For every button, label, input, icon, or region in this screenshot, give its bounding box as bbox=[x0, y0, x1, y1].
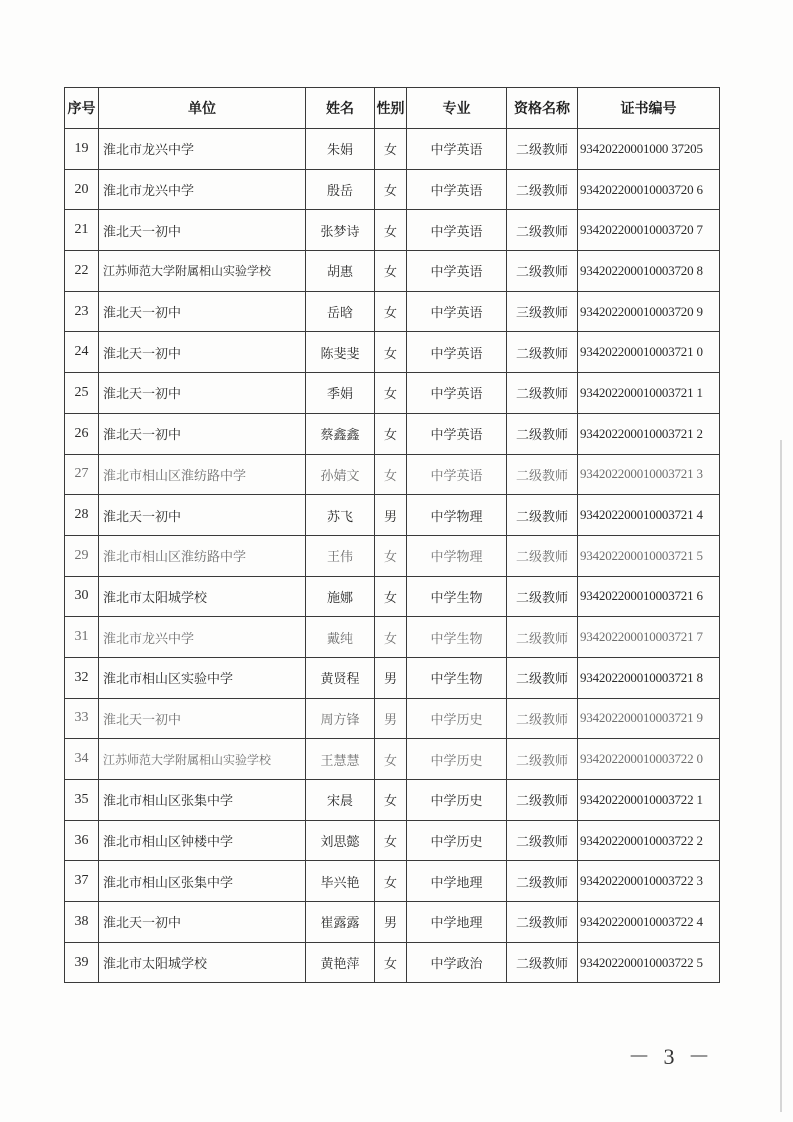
cell-gender: 女 bbox=[375, 251, 407, 292]
cell-qualification: 二级教师 bbox=[507, 861, 578, 902]
cell-subject: 中学物理 bbox=[407, 495, 507, 536]
table-header-row bbox=[65, 88, 720, 129]
cell-subject: 中学英语 bbox=[407, 169, 507, 210]
cell-unit: 江苏师范大学附属相山实验学校 bbox=[99, 739, 306, 780]
cell-unit: 淮北市龙兴中学 bbox=[99, 129, 306, 170]
cell-name: 苏飞 bbox=[306, 495, 375, 536]
cell-gender: 女 bbox=[375, 942, 407, 983]
table-row bbox=[65, 373, 720, 414]
cell-subject: 中学英语 bbox=[407, 332, 507, 373]
table-row bbox=[65, 820, 720, 861]
cell-unit: 淮北市太阳城学校 bbox=[99, 942, 306, 983]
cell-certificate: 934202200010003722 2 bbox=[578, 820, 720, 861]
cell-no: 34 bbox=[65, 739, 99, 780]
cell-name: 宋晨 bbox=[306, 780, 375, 821]
cell-name: 王慧慧 bbox=[306, 739, 375, 780]
table-row bbox=[65, 576, 720, 617]
cell-name: 岳晗 bbox=[306, 291, 375, 332]
cell-unit: 淮北天一初中 bbox=[99, 210, 306, 251]
cell-certificate: 934202200010003721 2 bbox=[578, 413, 720, 454]
cell-gender: 男 bbox=[375, 495, 407, 536]
cell-no: 39 bbox=[65, 942, 99, 983]
cell-gender: 女 bbox=[375, 780, 407, 821]
cell-qualification: 二级教师 bbox=[507, 657, 578, 698]
cell-unit: 淮北市相山区钟楼中学 bbox=[99, 820, 306, 861]
teacher-roster-table bbox=[64, 87, 720, 983]
cell-unit: 淮北天一初中 bbox=[99, 291, 306, 332]
table-row bbox=[65, 495, 720, 536]
cell-name: 黄贤程 bbox=[306, 657, 375, 698]
cell-qualification: 二级教师 bbox=[507, 739, 578, 780]
cell-certificate: 934202200010003721 5 bbox=[578, 535, 720, 576]
cell-no: 36 bbox=[65, 820, 99, 861]
cell-qualification: 二级教师 bbox=[507, 454, 578, 495]
cell-no: 37 bbox=[65, 861, 99, 902]
cell-gender: 男 bbox=[375, 902, 407, 943]
cell-name: 戴纯 bbox=[306, 617, 375, 658]
cell-subject: 中学生物 bbox=[407, 657, 507, 698]
cell-unit: 淮北市相山区淮纺路中学 bbox=[99, 454, 306, 495]
cell-qualification: 二级教师 bbox=[507, 698, 578, 739]
cell-qualification: 三级教师 bbox=[507, 291, 578, 332]
cell-subject: 中学英语 bbox=[407, 454, 507, 495]
cell-gender: 女 bbox=[375, 576, 407, 617]
cell-no: 35 bbox=[65, 780, 99, 821]
header-subject: 专业 bbox=[407, 88, 507, 129]
cell-unit: 淮北天一初中 bbox=[99, 495, 306, 536]
cell-gender: 女 bbox=[375, 454, 407, 495]
cell-name: 孙婧文 bbox=[306, 454, 375, 495]
cell-certificate: 934202200010003722 4 bbox=[578, 902, 720, 943]
cell-qualification: 二级教师 bbox=[507, 251, 578, 292]
cell-unit: 淮北市太阳城学校 bbox=[99, 576, 306, 617]
cell-gender: 女 bbox=[375, 210, 407, 251]
cell-name: 蔡鑫鑫 bbox=[306, 413, 375, 454]
cell-qualification: 二级教师 bbox=[507, 495, 578, 536]
cell-gender: 男 bbox=[375, 698, 407, 739]
table-row bbox=[65, 657, 720, 698]
cell-unit: 淮北市相山区张集中学 bbox=[99, 780, 306, 821]
cell-unit: 淮北市相山区淮纺路中学 bbox=[99, 535, 306, 576]
header-name: 姓名 bbox=[306, 88, 375, 129]
cell-name: 崔露露 bbox=[306, 902, 375, 943]
cell-subject: 中学英语 bbox=[407, 413, 507, 454]
cell-certificate: 934202200010003721 9 bbox=[578, 698, 720, 739]
cell-gender: 女 bbox=[375, 129, 407, 170]
cell-name: 周方锋 bbox=[306, 698, 375, 739]
cell-subject: 中学历史 bbox=[407, 780, 507, 821]
cell-qualification: 二级教师 bbox=[507, 169, 578, 210]
table-row bbox=[65, 251, 720, 292]
table-row bbox=[65, 617, 720, 658]
cell-certificate: 934202200010003722 3 bbox=[578, 861, 720, 902]
cell-certificate: 934202200010003721 1 bbox=[578, 373, 720, 414]
cell-qualification: 二级教师 bbox=[507, 129, 578, 170]
cell-no: 38 bbox=[65, 902, 99, 943]
cell-subject: 中学地理 bbox=[407, 861, 507, 902]
cell-no: 19 bbox=[65, 129, 99, 170]
cell-no: 29 bbox=[65, 535, 99, 576]
cell-subject: 中学物理 bbox=[407, 535, 507, 576]
cell-qualification: 二级教师 bbox=[507, 210, 578, 251]
cell-name: 黄艳萍 bbox=[306, 942, 375, 983]
cell-qualification: 二级教师 bbox=[507, 820, 578, 861]
cell-subject: 中学政治 bbox=[407, 942, 507, 983]
header-qualification: 资格名称 bbox=[507, 88, 578, 129]
cell-name: 陈斐斐 bbox=[306, 332, 375, 373]
cell-certificate: 934202200010003721 4 bbox=[578, 495, 720, 536]
table-row bbox=[65, 210, 720, 251]
cell-name: 朱娟 bbox=[306, 129, 375, 170]
table-row bbox=[65, 413, 720, 454]
cell-unit: 淮北市相山区实验中学 bbox=[99, 657, 306, 698]
cell-qualification: 二级教师 bbox=[507, 373, 578, 414]
cell-subject: 中学英语 bbox=[407, 210, 507, 251]
cell-no: 24 bbox=[65, 332, 99, 373]
cell-unit: 淮北市相山区张集中学 bbox=[99, 861, 306, 902]
cell-no: 31 bbox=[65, 617, 99, 658]
cell-subject: 中学英语 bbox=[407, 291, 507, 332]
cell-gender: 女 bbox=[375, 739, 407, 780]
cell-certificate: 934202200010003720 8 bbox=[578, 251, 720, 292]
cell-certificate: 934202200010003722 0 bbox=[578, 739, 720, 780]
cell-gender: 女 bbox=[375, 169, 407, 210]
cell-no: 28 bbox=[65, 495, 99, 536]
cell-subject: 中学生物 bbox=[407, 617, 507, 658]
cell-gender: 女 bbox=[375, 373, 407, 414]
cell-certificate: 93420220001000 37205 bbox=[578, 129, 720, 170]
page-number: － 3 － bbox=[628, 1044, 715, 1069]
cell-unit: 淮北天一初中 bbox=[99, 902, 306, 943]
cell-no: 27 bbox=[65, 454, 99, 495]
cell-no: 33 bbox=[65, 698, 99, 739]
cell-certificate: 934202200010003720 6 bbox=[578, 169, 720, 210]
table-row bbox=[65, 332, 720, 373]
table-row bbox=[65, 169, 720, 210]
cell-unit: 淮北市龙兴中学 bbox=[99, 169, 306, 210]
header-unit: 单位 bbox=[99, 88, 306, 129]
cell-no: 25 bbox=[65, 373, 99, 414]
cell-no: 23 bbox=[65, 291, 99, 332]
cell-certificate: 934202200010003721 0 bbox=[578, 332, 720, 373]
cell-subject: 中学生物 bbox=[407, 576, 507, 617]
cell-qualification: 二级教师 bbox=[507, 942, 578, 983]
cell-unit: 淮北天一初中 bbox=[99, 332, 306, 373]
table-row bbox=[65, 780, 720, 821]
table-row bbox=[65, 861, 720, 902]
cell-no: 20 bbox=[65, 169, 99, 210]
cell-certificate: 934202200010003720 9 bbox=[578, 291, 720, 332]
header-gender: 性别 bbox=[375, 88, 407, 129]
cell-unit: 江苏师范大学附属相山实验学校 bbox=[99, 251, 306, 292]
cell-qualification: 二级教师 bbox=[507, 576, 578, 617]
cell-certificate: 934202200010003721 3 bbox=[578, 454, 720, 495]
cell-name: 张梦诗 bbox=[306, 210, 375, 251]
cell-qualification: 二级教师 bbox=[507, 535, 578, 576]
cell-gender: 女 bbox=[375, 861, 407, 902]
cell-qualification: 二级教师 bbox=[507, 617, 578, 658]
cell-name: 刘思懿 bbox=[306, 820, 375, 861]
cell-no: 30 bbox=[65, 576, 99, 617]
cell-gender: 女 bbox=[375, 332, 407, 373]
cell-name: 胡惠 bbox=[306, 251, 375, 292]
table-row bbox=[65, 291, 720, 332]
cell-certificate: 934202200010003722 5 bbox=[578, 942, 720, 983]
cell-name: 季娟 bbox=[306, 373, 375, 414]
cell-gender: 女 bbox=[375, 820, 407, 861]
cell-no: 32 bbox=[65, 657, 99, 698]
cell-subject: 中学英语 bbox=[407, 129, 507, 170]
cell-name: 殷岳 bbox=[306, 169, 375, 210]
cell-gender: 男 bbox=[375, 657, 407, 698]
cell-certificate: 934202200010003721 6 bbox=[578, 576, 720, 617]
table-row bbox=[65, 739, 720, 780]
table-row bbox=[65, 454, 720, 495]
scan-edge-shadow bbox=[780, 440, 782, 1112]
cell-gender: 女 bbox=[375, 291, 407, 332]
cell-subject: 中学历史 bbox=[407, 820, 507, 861]
cell-unit: 淮北天一初中 bbox=[99, 413, 306, 454]
cell-certificate: 934202200010003721 8 bbox=[578, 657, 720, 698]
table-row bbox=[65, 942, 720, 983]
cell-certificate: 934202200010003720 7 bbox=[578, 210, 720, 251]
header-certificate: 证书编号 bbox=[578, 88, 720, 129]
cell-gender: 女 bbox=[375, 413, 407, 454]
cell-gender: 女 bbox=[375, 617, 407, 658]
cell-subject: 中学历史 bbox=[407, 739, 507, 780]
cell-unit: 淮北市龙兴中学 bbox=[99, 617, 306, 658]
cell-gender: 女 bbox=[375, 535, 407, 576]
cell-subject: 中学英语 bbox=[407, 251, 507, 292]
table-row bbox=[65, 698, 720, 739]
cell-subject: 中学地理 bbox=[407, 902, 507, 943]
cell-qualification: 二级教师 bbox=[507, 780, 578, 821]
cell-no: 21 bbox=[65, 210, 99, 251]
cell-unit: 淮北天一初中 bbox=[99, 698, 306, 739]
table-row bbox=[65, 902, 720, 943]
cell-name: 施娜 bbox=[306, 576, 375, 617]
cell-subject: 中学英语 bbox=[407, 373, 507, 414]
cell-no: 26 bbox=[65, 413, 99, 454]
cell-certificate: 934202200010003722 1 bbox=[578, 780, 720, 821]
cell-unit: 淮北天一初中 bbox=[99, 373, 306, 414]
cell-qualification: 二级教师 bbox=[507, 413, 578, 454]
cell-subject: 中学历史 bbox=[407, 698, 507, 739]
cell-no: 22 bbox=[65, 251, 99, 292]
cell-qualification: 二级教师 bbox=[507, 902, 578, 943]
cell-qualification: 二级教师 bbox=[507, 332, 578, 373]
cell-name: 王伟 bbox=[306, 535, 375, 576]
header-no: 序号 bbox=[65, 88, 99, 129]
cell-certificate: 934202200010003721 7 bbox=[578, 617, 720, 658]
table-row bbox=[65, 129, 720, 170]
cell-name: 毕兴艳 bbox=[306, 861, 375, 902]
table-row bbox=[65, 535, 720, 576]
